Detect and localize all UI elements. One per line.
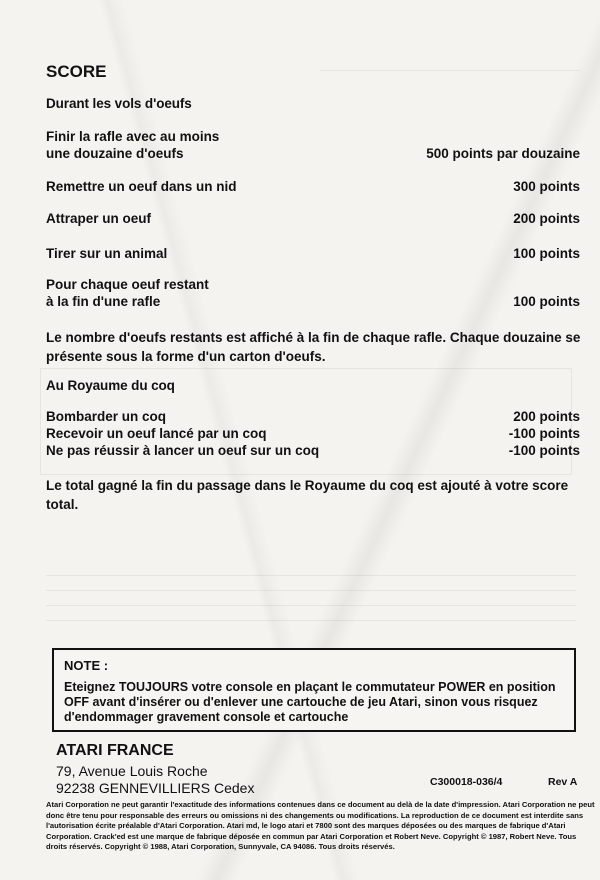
part-number: C300018-036/4	[430, 776, 503, 788]
eggs-remaining-note: Le nombre d'oeufs restants est affiché à la fin de chaque rafle. Chaque douzaine se présente sous la forme d'un carton d'oeufs.	[46, 330, 581, 364]
score-row-label: Tirer sur un animal	[46, 246, 168, 261]
kingdom-row	[46, 408, 580, 425]
company-name: ATARI FRANCE	[56, 742, 174, 759]
kingdom-row-points: -100 points	[508, 426, 580, 441]
score-row	[46, 210, 580, 227]
score-row-label: Finir la rafle avec au moins une douzaine d'oeufs	[46, 129, 220, 161]
score-row-label: Pour chaque oeuf restant à la fin d'une rafle	[46, 277, 209, 309]
kingdom-row	[46, 442, 580, 459]
score-row	[46, 178, 580, 195]
score-row-points: 200 points	[513, 211, 580, 226]
kingdom-row-points: 200 points	[513, 409, 580, 424]
address-line-2: 92238 GENNEVILLIERS Cedex	[56, 780, 255, 796]
kingdom-total-note: Le total gagné la fin du passage dans le Royaume du coq est ajouté à votre score total.	[46, 478, 569, 512]
score-row	[46, 276, 580, 310]
legal-fine-print: Atari Corporation ne peut garantir l'exactitude des informations contenues dans ce document au delà de la date d'impression. Atari Corporation ne peut donc être tenu pour responsable des erreurs ou omissions ni des changements ou modifications. La reproduction de ce document est interdite sans l'autorisation écrite préalable d'Atari Corporation. Atari md, le logo atari et 7800 sont des marques déposées ou des marques de fabrique d'Atari Corporation. Crack'ed est une marque de fabrique déposée en commun par Atari Corporation et Robert Neve. Copyright © 1987, Robert Neve. Tous droits réservés. Copyright © 1988, Atari Corporation, Sunnyvale, CA 94086. Tous droits réservés.	[46, 800, 595, 851]
note-title: NOTE :	[64, 658, 109, 673]
score-row-label: Attraper un oeuf	[46, 211, 152, 226]
score-row-points: 300 points	[513, 179, 580, 194]
score-row-points: 100 points	[513, 294, 580, 309]
section-title-score: SCORE	[46, 62, 107, 81]
score-row	[46, 245, 580, 262]
score-row	[46, 128, 580, 162]
kingdom-row-label: Bombarder un coq	[46, 409, 167, 424]
revision: Rev A	[548, 776, 578, 788]
kingdom-row-points: -100 points	[508, 443, 580, 458]
note-box	[52, 648, 576, 732]
score-row-points: 500 points par douzaine	[426, 146, 580, 161]
address-line-1: 79, Avenue Louis Roche	[56, 763, 208, 779]
kingdom-row-label: Ne pas réussir à lancer un oeuf sur un coq	[46, 443, 320, 458]
note-body: Eteignez TOUJOURS votre console en plaçant le commutateur POWER en position OFF avant d'insérer ou d'enlever une cartouche de jeu Atari, sinon vous risquez d'endommager gravement console et cartouche	[64, 680, 556, 724]
kingdom-row-label: Recevoir un oeuf lancé par un coq	[46, 426, 267, 441]
bleed-through-texture	[320, 70, 580, 85]
subheading-rooster-kingdom: Au Royaume du coq	[46, 378, 175, 393]
score-row-label: Remettre un oeuf dans un nid	[46, 179, 237, 194]
score-row-points: 100 points	[513, 246, 580, 261]
subheading-egg-flights: Durant les vols d'oeufs	[46, 96, 192, 111]
kingdom-row	[46, 425, 580, 442]
bleed-through-lines	[46, 575, 576, 635]
